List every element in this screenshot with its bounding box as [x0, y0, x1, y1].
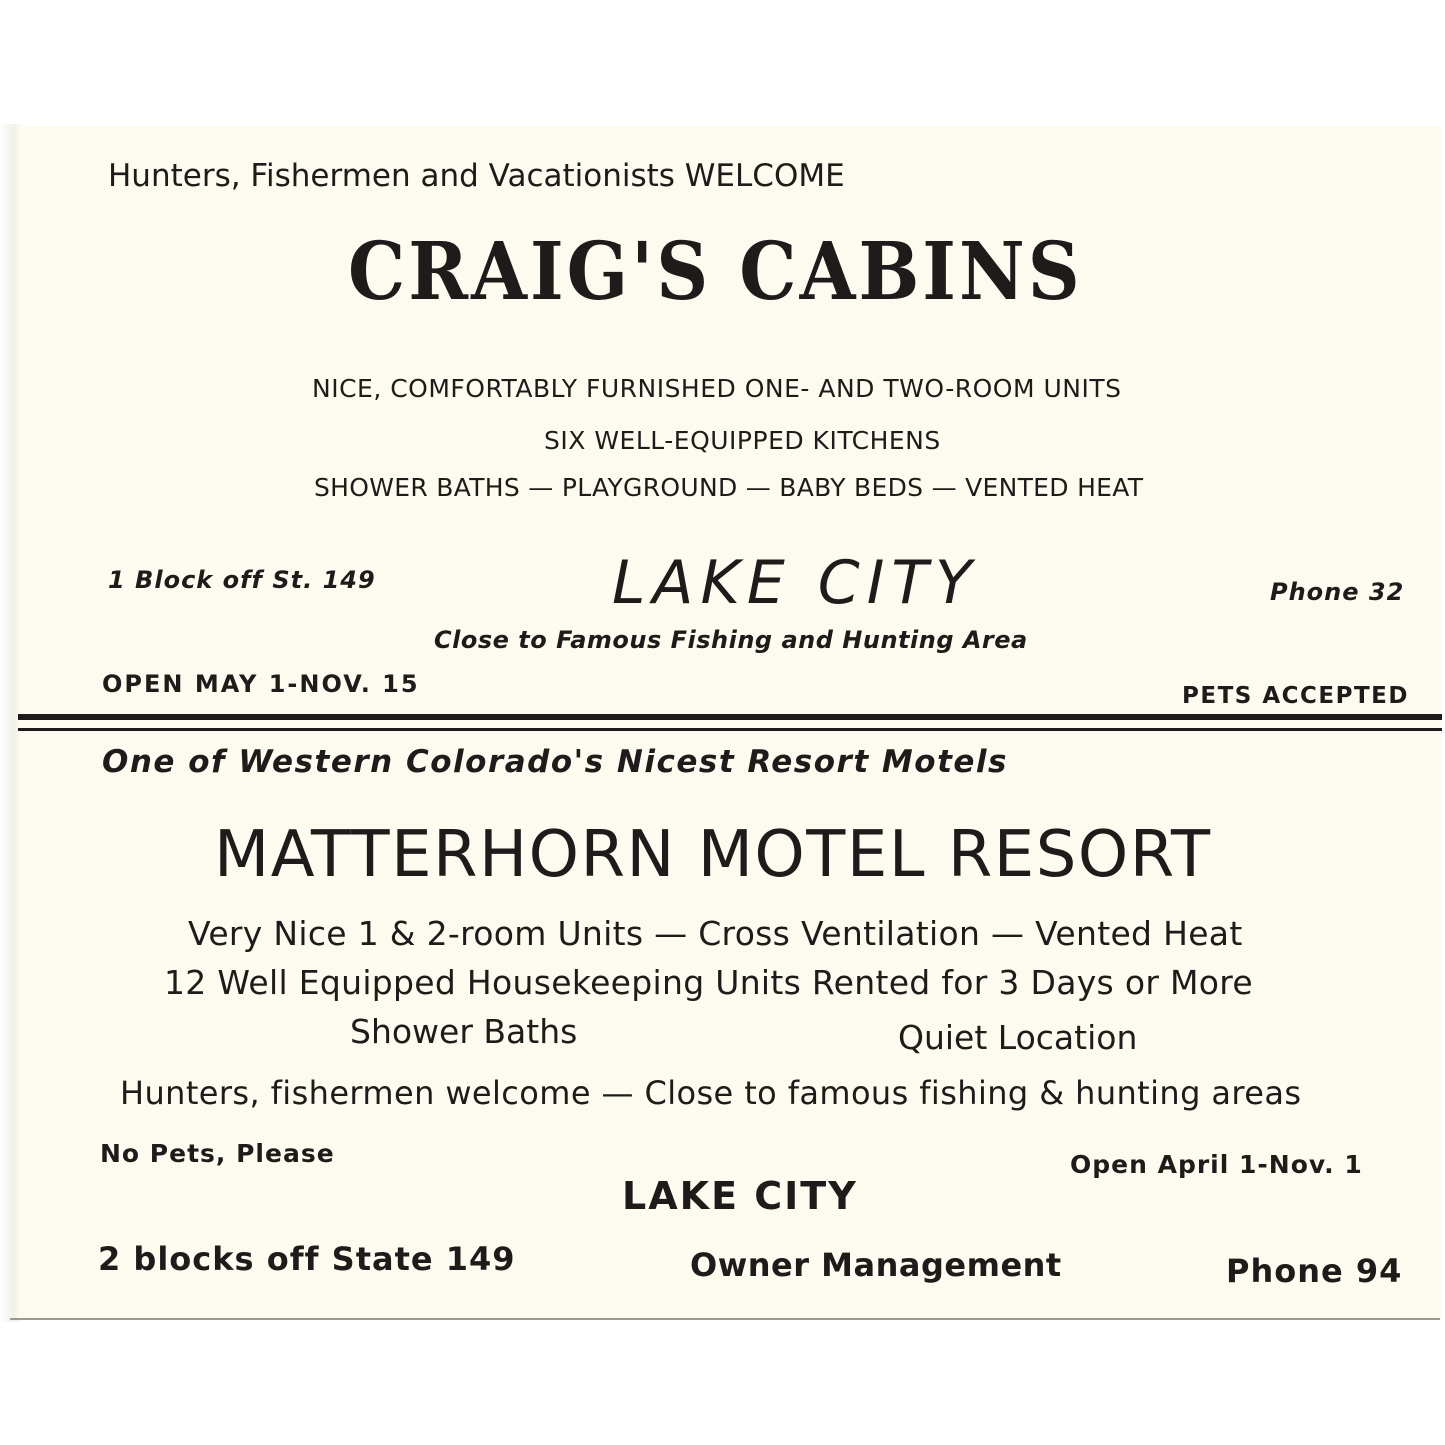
craigs-welcome-line: Hunters, Fishermen and Vacationists WELCOME — [108, 158, 845, 194]
craigs-season: OPEN MAY 1-NOV. 15 — [102, 670, 420, 698]
craigs-title: CRAIG'S CABINS — [348, 224, 1083, 318]
craigs-feature-line: SIX WELL-EQUIPPED KITCHENS — [544, 426, 941, 455]
matterhorn-tagline: One of Western Colorado's Nicest Resort Motels — [102, 744, 1008, 780]
matterhorn-pets-note: No Pets, Please — [100, 1139, 335, 1168]
section-divider-thin — [18, 728, 1442, 731]
matterhorn-feature-line: 12 Well Equipped Housekeeping Units Rented for 3 Days or More — [164, 963, 1253, 1002]
matterhorn-season: Open April 1-Nov. 1 — [1070, 1150, 1363, 1179]
section-divider — [18, 714, 1442, 720]
craigs-area-note: Close to Famous Fishing and Hunting Area — [434, 626, 1028, 654]
matterhorn-welcome-line: Hunters, fishermen welcome — Close to famous fishing & hunting areas — [120, 1074, 1302, 1112]
craigs-feature-line: NICE, COMFORTABLY FURNISHED ONE- AND TWO-ROOM UNITS — [312, 374, 1122, 403]
matterhorn-city: LAKE CITY — [622, 1174, 858, 1218]
matterhorn-location-note: 2 blocks off State 149 — [98, 1240, 516, 1278]
scan-bottom-edge — [10, 1318, 1440, 1320]
matterhorn-feature-line: Very Nice 1 & 2-room Units — Cross Ventilation — Vented Heat — [188, 914, 1243, 953]
matterhorn-management: Owner Management — [690, 1246, 1062, 1284]
matterhorn-feature-shower: Shower Baths — [350, 1012, 578, 1051]
craigs-phone: Phone 32 — [1270, 578, 1405, 606]
craigs-city: LAKE CITY — [612, 548, 979, 618]
matterhorn-phone: Phone 94 — [1226, 1252, 1403, 1290]
craigs-location-note: 1 Block off St. 149 — [108, 566, 376, 594]
matterhorn-feature-quiet: Quiet Location — [898, 1018, 1138, 1057]
craigs-pets-note: PETS ACCEPTED — [1182, 683, 1409, 709]
craigs-feature-line: SHOWER BATHS — PLAYGROUND — BABY BEDS — VENTED HEAT — [314, 473, 1144, 502]
matterhorn-title: MATTERHORN MOTEL RESORT — [214, 818, 1212, 892]
